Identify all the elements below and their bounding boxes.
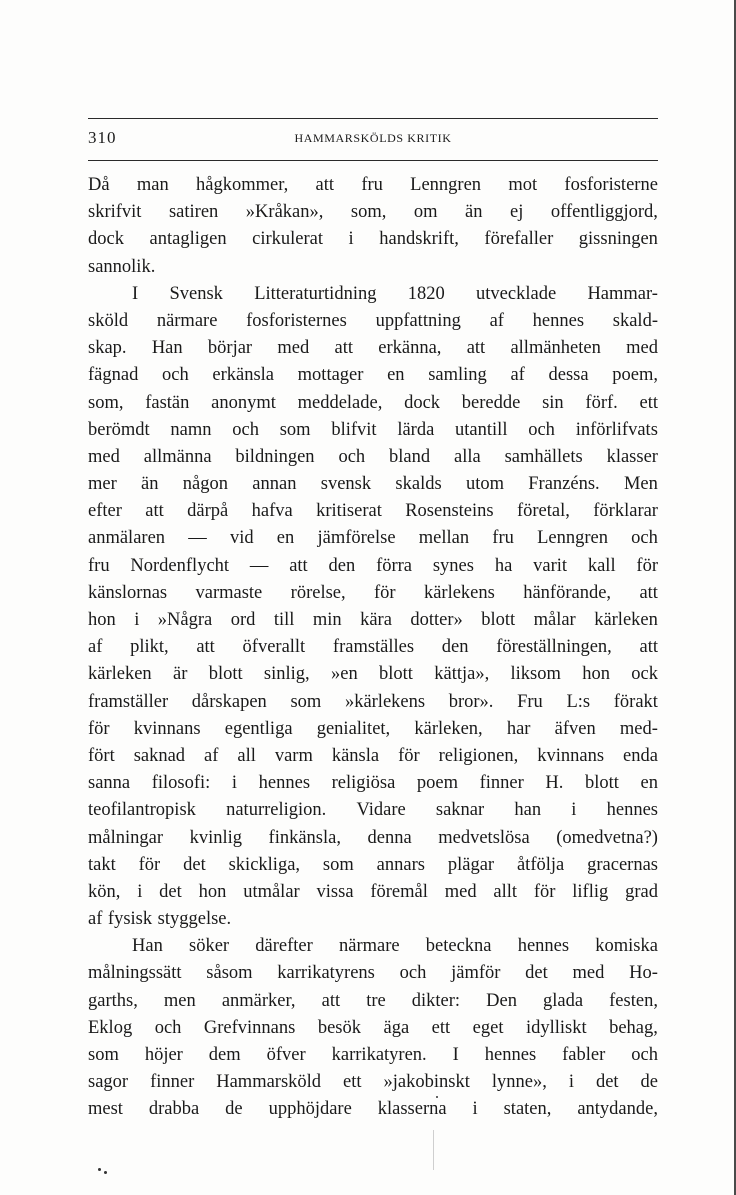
scan-mark [433,1130,434,1170]
text-line: anmälaren — vid en jämförelse mellan fru Lenngren och [88,528,658,549]
scan-speck [436,1096,438,1098]
running-header [88,128,658,152]
text-line: fru Nordenflycht — att den förra synes ha varit kall för [88,555,658,576]
text-line: hon i »Några ord till min kära dotter» blott målar kärleken [88,610,658,630]
text-line: Han söker därefter närmare beteckna hennes komiska [132,936,658,957]
text-line: skap. Han börjar med att erkänna, att allmänheten med [88,338,658,359]
text-line: skrifvit satiren »Kråkan», som, om än ej offentliggjord, [88,202,658,223]
text-line: mer än någon annan svensk skalds utom Franzéns. Men [88,474,658,495]
text-line: Då man hågkommer, att fru Lenngren mot fosforisterne [88,175,658,195]
text-line: sköld närmare fosforisternes uppfattning af hennes skald- [88,310,658,331]
text-line: sagor finner Hammarsköld ett »jakobinskt lynne», i det de [88,1072,658,1093]
text-line: fört saknad af all varm känsla för religionen, kvinnans enda [88,745,658,766]
text-line: kön, i det hon utmålar vissa föremål med allt för liflig grad [88,881,658,902]
text-line: för kvinnans egentliga genialitet, kärleken, har äfven med- [88,718,658,739]
scan-speck [98,1168,101,1171]
running-title: HAMMARSKÖLDS KRITIK [294,131,452,145]
text-line: af fysisk styggelse. [88,909,232,930]
text-line: garths, men anmärker, att tre dikter: Den glada festen, [88,990,658,1011]
body-text [88,172,658,1124]
scan-speck [104,1171,107,1174]
text-line: med allmänna bildningen och bland alla samhällets klasser [88,446,658,467]
text-line: målningssätt såsom karrikatyrens och jämför det med Ho- [88,963,658,984]
text-line: framställer dårskapen som »kärlekens bror». Fru L:s förakt [88,691,658,712]
text-line: känslornas varmaste rörelse, för kärlekens hänförande, att [88,582,658,603]
text-line: som höjer dem öfver karrikatyren. I hennes fabler och [88,1045,658,1065]
text-line: takt för det skickliga, som annars plägar åtfölja gracernas [88,854,658,875]
page-number: 310 [88,128,117,147]
header-bottom-rule [88,160,658,161]
text-line: som, fastän anonymt meddelade, dock beredde sin förf. ett [88,392,658,413]
header-top-rule [88,118,658,119]
text-line: Eklog och Grefvinnans besök äga ett eget idylliskt behag, [88,1017,658,1038]
text-line: dock antagligen cirkulerat i handskrift, förefaller gissningen [88,229,658,250]
text-line: efter att därpå hafva kritiserat Rosensteins företal, förklarar [88,501,658,522]
text-line: af plikt, att öfverallt framställes den föreställningen, att [88,637,658,658]
text-line: målningar kvinlig finkänsla, denna medvetslösa (omedvetna?) [88,827,658,848]
text-line: kärleken är blott sinlig, »en blott kättja», liksom hon ock [88,664,658,685]
text-line: mest drabba de upphöjdare klasserna i staten, antydande, [88,1099,658,1120]
text-line: fägnad och erkänsla mottager en samling af dessa poem, [88,365,658,386]
text-line: sanna filosofi: i hennes religiösa poem finner H. blott en [88,773,658,794]
text-line: sannolik. [88,256,156,277]
text-line: teofilantropisk naturreligion. Vidare saknar han i hennes [88,800,658,821]
text-line: I Svensk Litteraturtidning 1820 utvecklade Hammar- [132,283,658,304]
text-line: berömdt namn och som blifvit lärda utantill och införlifvats [88,419,658,440]
